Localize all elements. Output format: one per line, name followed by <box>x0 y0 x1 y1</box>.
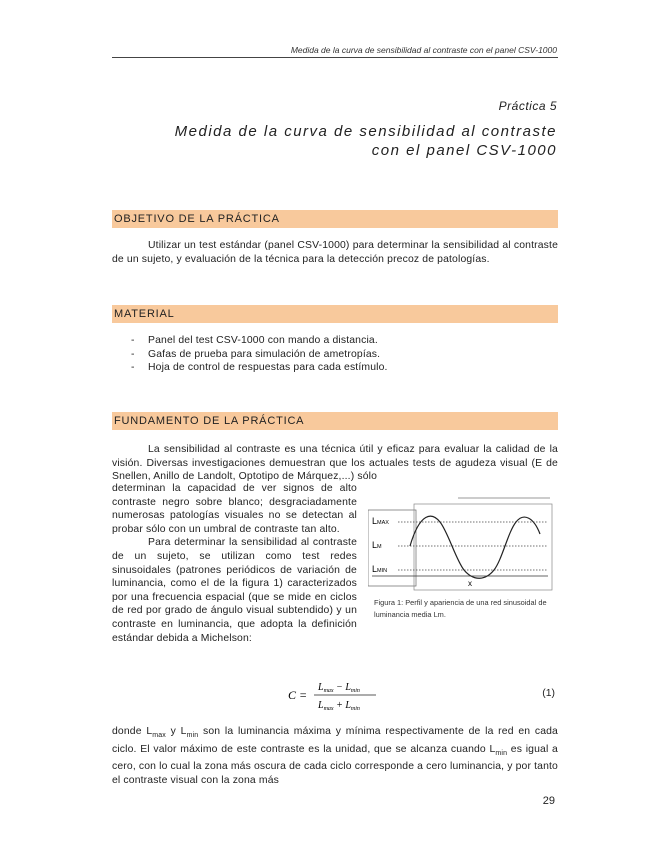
document-title <box>137 122 557 160</box>
material-item: - Panel del test CSV-1000 con mando a distancia. <box>128 334 388 348</box>
objetivo-paragraph <box>112 239 558 266</box>
fundamento-intro <box>112 443 558 484</box>
fundamento-intro-text: La sensibilidad al contraste es una técnica útil y eficaz para evaluar la calidad de la visión. Diversas investigaciones demuestran que los actuales tests de agudeza visual (E de Snellen, Anillo de Landolt, Optotipo de Márquez,...) sólo <box>112 444 558 483</box>
label-lmax: LMAX <box>372 516 389 526</box>
sinusoid-curve <box>410 516 540 578</box>
figure-sinusoidal-profile <box>368 494 558 599</box>
practice-number: Práctica 5 <box>498 99 557 113</box>
label-lmin: LMIN <box>372 564 388 574</box>
fundamento-column-p1: determinan la capacidad de ver signos de alto contraste negro sobre blanco; desgraciadamente numerosas patologías visuales no se detectan al probar sólo con un umbral de contraste tan alto. <box>112 483 357 535</box>
figure-caption: Figura 1: Perfil y apariencia de una red sinusoidal de luminancia media Lm. <box>374 598 547 619</box>
fundamento-column-p2: Para determinar la sensibilidad al contraste de un sujeto, se utilizan como test redes sinusoidales (patrones periódicos de variación de luminancia, como el de la figura 1) caracterizados por una frecuencia espacial (que se mide en ciclos de red por grado de ángulo visual subtendido) y un contraste en luminancia, que adopta la definición estándar debida a Michelson: <box>112 537 357 644</box>
label-x: x <box>468 579 472 588</box>
fundamento-column <box>112 482 357 645</box>
michelson-equation <box>288 678 378 714</box>
title-line-2: con el panel CSV-1000 <box>371 142 557 159</box>
section-heading-fundamento: FUNDAMENTO DE LA PRÁCTICA <box>112 412 558 430</box>
eq-denominator: $L_{max} + L_{min}$ <box>318 700 360 712</box>
material-item: - Hoja de control de respuestas para cada estímulo. <box>128 361 388 375</box>
title-line-1: Medida de la curva de sensibilidad al contraste <box>174 123 557 140</box>
running-header: Medida de la curva de sensibilidad al contraste con el panel CSV-1000 <box>290 45 557 55</box>
eq-numerator: $L_{max} - L_{min}$ <box>318 682 360 694</box>
eq-lhs: C = <box>288 688 308 702</box>
material-item: - Gafas de prueba para simulación de ametropías. <box>128 348 388 362</box>
material-list <box>128 334 388 375</box>
section-heading-material: MATERIAL <box>112 305 558 323</box>
objetivo-text: Utilizar un test estándar (panel CSV-1000) para determinar la sensibilidad al contraste de un sujeto, y evaluación de la técnica para la detección precoz de patologías. <box>112 240 558 265</box>
after-equation-text: donde $L_{max}$ y $L_{min}$ son la luminancia máxima y mínima respectivamente de la red en cada ciclo. El valor máximo de este contraste es la unidad, que se alcanza cuando $L_{min}$ es igual a cero, con lo cual la zona más oscura de cada ciclo corresponde a cero luminancia, y por tanto el contraste visual con la zona más <box>112 726 558 786</box>
header-rule <box>112 57 558 58</box>
section-heading-objetivo: OBJETIVO DE LA PRÁCTICA <box>112 210 558 228</box>
page-number: 29 <box>542 795 555 807</box>
label-lm: LM <box>372 540 382 550</box>
equation-number: (1) <box>542 688 555 699</box>
fundamento-after-equation <box>112 725 558 788</box>
